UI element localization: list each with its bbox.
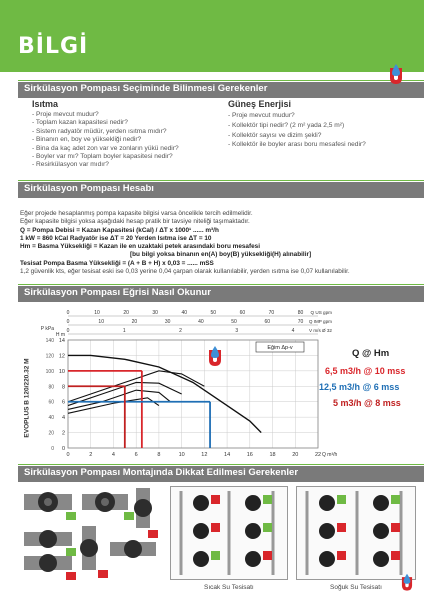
page-title: BİLGİ: [18, 34, 89, 59]
list-item: - Boyler var mı? Toplam boyler kapasitesi nedir?: [32, 153, 173, 161]
x-tick-label: 16: [246, 452, 253, 458]
top-tick-label: 50: [231, 319, 237, 325]
list-item: - Resirkülasyon var mıdır?: [32, 161, 109, 169]
list-item: - Kollektör tipi nedir? (2 m² yada 2,5 m²): [228, 121, 345, 129]
brand-logo-icon: [202, 344, 228, 370]
top-tick-label: 70: [297, 319, 304, 325]
section-header-curve: [18, 286, 424, 302]
top-tick-label: 30: [152, 310, 158, 316]
y-kpa-tick-label: 60: [48, 399, 54, 406]
section-rule: [18, 284, 424, 285]
top-tick-label: 70: [268, 310, 275, 316]
cold-water-diagram: [297, 487, 415, 579]
top-tick-label: 40: [198, 319, 204, 325]
top-tick-label: 60: [239, 310, 246, 316]
y-tick-label: 4: [61, 415, 65, 422]
hot-water-diagram: [171, 487, 287, 579]
list-item: - Proje mevcut mudur?: [228, 112, 295, 119]
calculation-text: [20, 210, 420, 276]
solar-title: Güneş Enerjisi: [228, 99, 292, 109]
cold-water-caption: Soğuk Su Tesisatı: [330, 584, 382, 591]
y-tick-label: 8: [61, 384, 65, 391]
section-rule: [18, 464, 424, 465]
top-tick-label: 20: [131, 319, 138, 325]
y-kpa-tick-label: 0: [51, 446, 54, 452]
solar-list: [228, 111, 418, 150]
y-kpa-tick-label: 140: [45, 338, 54, 344]
pump-model-label: EVOPLUS B 120/220.32 M: [23, 358, 31, 438]
x-tick-label: 20: [292, 452, 299, 458]
top-tick-label: 0: [66, 310, 70, 316]
top-tick-label: 60: [264, 319, 271, 325]
top-tick-label: 1: [122, 328, 126, 334]
heating-list: [32, 111, 222, 170]
section-header-mounting: [18, 466, 424, 482]
header-bar: [0, 0, 424, 72]
top-tick-label: 3: [235, 328, 239, 334]
x-tick-label: 6: [134, 452, 138, 458]
top-axis-label: V m/s Ø 32: [309, 328, 332, 333]
y-kpa-tick-label: 20: [48, 430, 54, 437]
section-rule: [18, 80, 424, 81]
list-item: - Toplam kazan kapasitesi nedir?: [32, 119, 128, 127]
brand-logo-icon: [396, 572, 418, 594]
section-title: Sirkülasyon Pompası Hesabı: [24, 183, 154, 194]
calc-formula-flow: Q = Pompa Debisi = Kazan Kapasitesi (kCal) / ΔT x 1000¹ ...... m³/h: [20, 226, 219, 234]
heating-title: Isıtma: [32, 99, 59, 109]
result-red: 6,5 m3/h @ 10 mss: [325, 366, 406, 376]
hot-water-panel: [170, 486, 288, 580]
max-curve-line: [68, 355, 261, 432]
plot-frame: [68, 340, 318, 448]
hot-water-caption: Sıcak Su Tesisatı: [204, 584, 254, 591]
section-title: Sirkülasyon Pompası Montajında Dikkat Edilmesi Gerekenler: [24, 467, 299, 478]
section-header-selection: [18, 82, 424, 98]
top-axis-label: Q IMP gpm: [308, 319, 332, 324]
x-tick-label: 8: [157, 452, 161, 458]
top-tick-label: 4: [291, 328, 295, 334]
list-item: - Kollektör sayısı ve dizim şekli?: [228, 131, 322, 139]
x-tick-label: 2: [89, 452, 93, 458]
top-tick-label: 0: [66, 319, 70, 325]
top-tick-label: 80: [297, 310, 304, 316]
top-tick-label: 10: [98, 319, 104, 325]
y-tick-label: 2: [61, 430, 65, 437]
brand-logo-icon: [383, 62, 409, 88]
y-tick-label: 10: [58, 368, 65, 375]
top-axis-label: Q US gpm: [310, 310, 332, 315]
y-tick-label: 0: [61, 446, 65, 452]
y-axis-unit-kpa: P kPa: [40, 326, 54, 332]
top-tick-label: 10: [94, 310, 100, 316]
mode-label: Eğim Δp-v: [267, 345, 293, 351]
y-kpa-tick-label: 80: [48, 384, 54, 391]
top-tick-label: 40: [181, 310, 188, 316]
section-title: Sirkülasyon Pompası Seçiminde Bilinmesi Gerekenler: [24, 83, 268, 94]
results-header: Q @ Hm: [352, 348, 390, 359]
section-header-calculation: [18, 182, 424, 198]
y-kpa-tick-label: 100: [45, 368, 54, 375]
list-item: - Sistem radyatör müdür, yerden ısıtma mıdır?: [32, 127, 167, 135]
result-blue: 12,5 m3/h @ 6 mss: [319, 382, 400, 392]
x-tick-label: 18: [269, 452, 276, 458]
y-tick-label: 14: [58, 338, 65, 344]
x-tick-label: 12: [201, 452, 208, 458]
calc-conversion: 1 kW = 860 kCal Radyatör ise ΔT = 20 Yerden Isıtma ise ΔT = 10: [20, 234, 212, 242]
calc-note: [bu bilgi yoksa binanın en(A) boy(B) yüksekliği(H) alınabilir]: [130, 251, 312, 259]
list-item: - Binanın en, boy ve yüksekliği nedir?: [32, 136, 142, 144]
calc-footnote: 1,2 güvenlik kts, eğer tesisat eski ise 0,03 yerine 0,04 çarpan olarak kullanılabilir, yerden ısıtma ise 0,07 kullanılabilir.: [20, 268, 350, 276]
y-tick-label: 12: [58, 353, 65, 360]
calc-line: Eğer kapasite bilgisi yoksa aşağıdaki hesap pratik bir tavsiye niteliği taşımaktadır.: [20, 218, 250, 226]
section-rule: [18, 180, 424, 181]
list-item: - Proje mevcut mudur?: [32, 111, 99, 118]
top-tick-label: 2: [179, 328, 182, 334]
top-tick-label: 50: [210, 310, 217, 316]
mounting-orientation-diagram: [20, 486, 164, 580]
x-tick-label: 22: [314, 452, 322, 458]
list-item: - Kollektör ile boyler arası boru mesafesi nedir?: [228, 141, 366, 149]
calc-line: Eğer projede hesaplanmış pompa kapasite bilgisi varsa öncelikle tercih edilmelidir.: [20, 210, 253, 217]
y-tick-label: 6: [61, 399, 65, 406]
x-axis-label: Q m³/h: [322, 452, 338, 458]
section-title: Sirkülasyon Pompası Eğrisi Nasıl Okunur: [24, 287, 211, 298]
cold-water-panel: [296, 486, 416, 580]
list-item: - Bina da kaç adet zon var ve zonların yükü nedir?: [32, 144, 179, 152]
calc-formula-head: Hm = Basma Yüksekliği = Kazan ile en uzaktaki petek arasındaki boru mesafesi: [20, 243, 260, 251]
y-axis-unit-m: H m: [55, 332, 65, 338]
calc-formula-system: Tesisat Pompa Basma Yüksekliği = (A + B + H) x 0,03 = ...... mSS: [20, 259, 214, 267]
top-tick-label: 30: [164, 319, 171, 325]
result-dark-red: 5 m3/h @ 8 mss: [333, 398, 401, 408]
pump-curve-chart: [34, 304, 338, 460]
x-tick-label: 14: [224, 452, 231, 458]
x-tick-label: 10: [178, 452, 185, 458]
top-tick-label: 0: [66, 328, 70, 334]
x-tick-label: 0: [66, 452, 70, 458]
top-tick-label: 20: [123, 310, 129, 316]
x-tick-label: 4: [111, 452, 115, 458]
y-kpa-tick-label: 120: [45, 353, 54, 360]
y-kpa-tick-label: 40: [48, 415, 54, 422]
